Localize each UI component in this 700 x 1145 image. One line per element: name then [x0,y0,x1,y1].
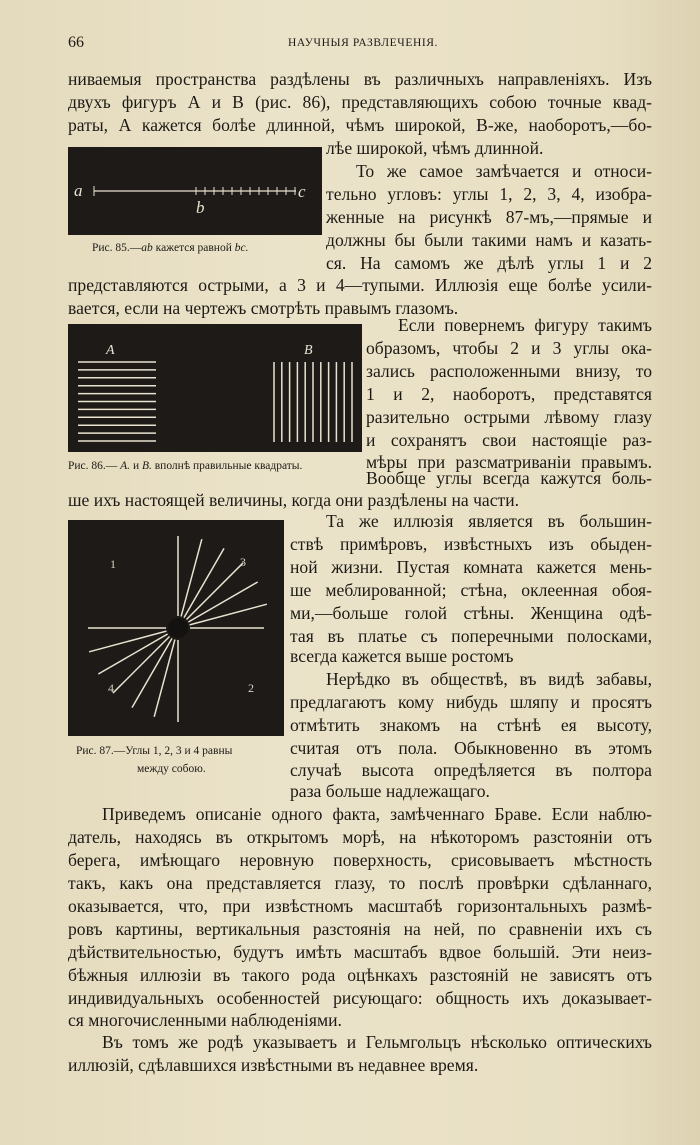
text-line: тельно угловъ: углы 1, 2, 3, 4, изобра- [326,184,652,204]
figure-86-drawing [68,324,362,452]
text-line: ше ихъ настоящей величины, когда они раздѣлены на части. [68,490,520,510]
ray-quadrant-3 [186,563,243,620]
text-line: иллюзій, сдѣлавшихся извѣстными въ недавнее время. [68,1055,479,1075]
text-line: оказывается, что, при извѣстномъ масштабѣ горизонтальныхъ размѣ- [68,896,652,916]
text-line: ся. На самомъ же дѣлѣ углы 1 и 2 [326,253,652,273]
text-line: Та же иллюзія является въ большин- [326,511,652,531]
text-line: Нерѣдко въ обществѣ, въ видѣ забавы, [326,669,652,689]
text-line: случаѣ высота опредѣляется въ полтора [290,760,652,780]
text-line: представляются острыми, а 3 и 4—тупыми. Иллюзія еще болѣе усили- [68,275,652,295]
center-disc [168,618,188,638]
text-line: ровъ картины, вертикальныя разстоянія на ней, по сравненіи ихъ съ [68,919,652,939]
figure-85-caption: Рис. 85.—ab кажется равной bc. [92,242,249,254]
text-line: бѣжныя иллюзіи въ такого рода оцѣнкахъ разстояній не зависятъ отъ [68,965,652,985]
text-line: должны бы были такими намъ и казать- [326,230,652,250]
text-line: всегда кажется выше ростомъ [290,646,514,666]
figure-87 [68,520,284,736]
text-line: Въ томъ же родѣ указываетъ и Гельмгольцъ нѣсколько оптическихъ [102,1032,652,1052]
figure-87-caption-line2: между собою. [137,763,206,775]
label-c: c [298,182,306,201]
text-line: разительно острыми лѣвому глазу [366,407,652,427]
figure-86-caption: Рис. 86.— A. и B. вполнѣ правильные квадраты. [68,460,303,472]
label-a: a [74,181,83,200]
text-line: зались расположенными внизу, то [366,361,652,381]
figure-87-caption-line1: Рис. 87.—Углы 1, 2, 3 и 4 равны [76,745,233,757]
text-line: Вообще углы всегда кажутся боль- [366,468,652,488]
text-line: 1 и 2, наоборотъ, представятся [366,384,652,404]
text-line: ся многочисленными наблюденіями. [68,1010,342,1030]
label-1: 1 [110,557,116,571]
text-line: ше меблированной; стѣна, оклеенная обоя- [290,580,652,600]
running-title: НАУЧНЫЯ РАЗВЛЕЧЕНІЯ. [288,37,439,49]
label-2: 2 [248,681,254,695]
text-line: ной жизни. Пустая комната кажется мень- [290,557,652,577]
text-line: мѣры при разсматриваніи правымъ. [366,452,652,472]
text-line: Если повернемъ фигуру такимъ [398,315,652,335]
text-line: отмѣтить знакомъ на стѣнѣ ея высоту, [290,715,652,735]
text-line: То же самое замѣчается и относи- [356,161,652,181]
label-B: B [304,343,313,358]
figure-86 [68,324,362,452]
text-line: образомъ, чтобы 2 и 3 углы ока- [366,338,652,358]
page-number: 66 [68,34,84,51]
label-3: 3 [240,555,246,569]
label-b: b [196,198,205,217]
text-line: индивидуальныхъ особенностей рисующаго: общность ихъ доказывает- [68,988,652,1008]
figure-87-drawing [68,520,284,736]
text-line: вается, если на чертежъ смотрѣть правымъ глазомъ. [68,298,459,318]
ray-quadrant-4 [113,636,170,693]
text-line: берега, имѣющаго неровную поверхность, срисовываетъ мѣстность [68,850,652,870]
text-line: раза больше надлежащаго. [290,781,490,801]
figure-85-drawing [68,147,322,235]
figure-85 [68,147,322,235]
text-line: тая въ платье съ поперечными полосками, [290,626,652,646]
text-line: считая отъ пола. Обыкновенно въ этомъ [290,738,652,758]
text-line: женные на рисункѣ 87-мъ,—прямые и [326,207,652,227]
text-line: и сохранятъ свои настоящіе раз- [366,430,652,450]
label-4: 4 [108,681,114,695]
text-line: такъ, какъ она представляется глазу, то послѣ провѣрки сдѣланнаго, [68,873,652,893]
text-line: ниваемыя пространства раздѣлены въ различныхъ направленіяхъ. Изъ [68,69,652,89]
text-line: датель, находясь въ открытомъ морѣ, на нѣкоторомъ разстояніи отъ [68,827,652,847]
text-line: раты, А кажется болѣе длинной, чѣмъ широкой, В-же, наоборотъ,—бо- [68,115,652,135]
text-line: ми,—больше голой стѣны. Женщина одѣ- [290,603,652,623]
square-a-lines [78,362,156,441]
text-line: ствѣ примѣровъ, извѣстныхъ изъ обыден- [290,534,652,554]
text-line: Приведемъ описаніе одного факта, замѣченнаго Браве. Если наблю- [102,804,652,824]
square-b-lines [274,362,352,442]
text-line: предлагаютъ кому нибудь шляпу и просятъ [290,692,652,712]
text-line: лѣе широкой, чѣмъ длинной. [326,138,544,158]
label-A: A [106,343,115,358]
text-line: двухъ фигуръ А и В (рис. 86), представляющихъ собою точные квад- [68,92,652,112]
text-line: дѣйствительностью, будутъ имѣть масштабъ вдвое большій. Эти неиз- [68,942,652,962]
